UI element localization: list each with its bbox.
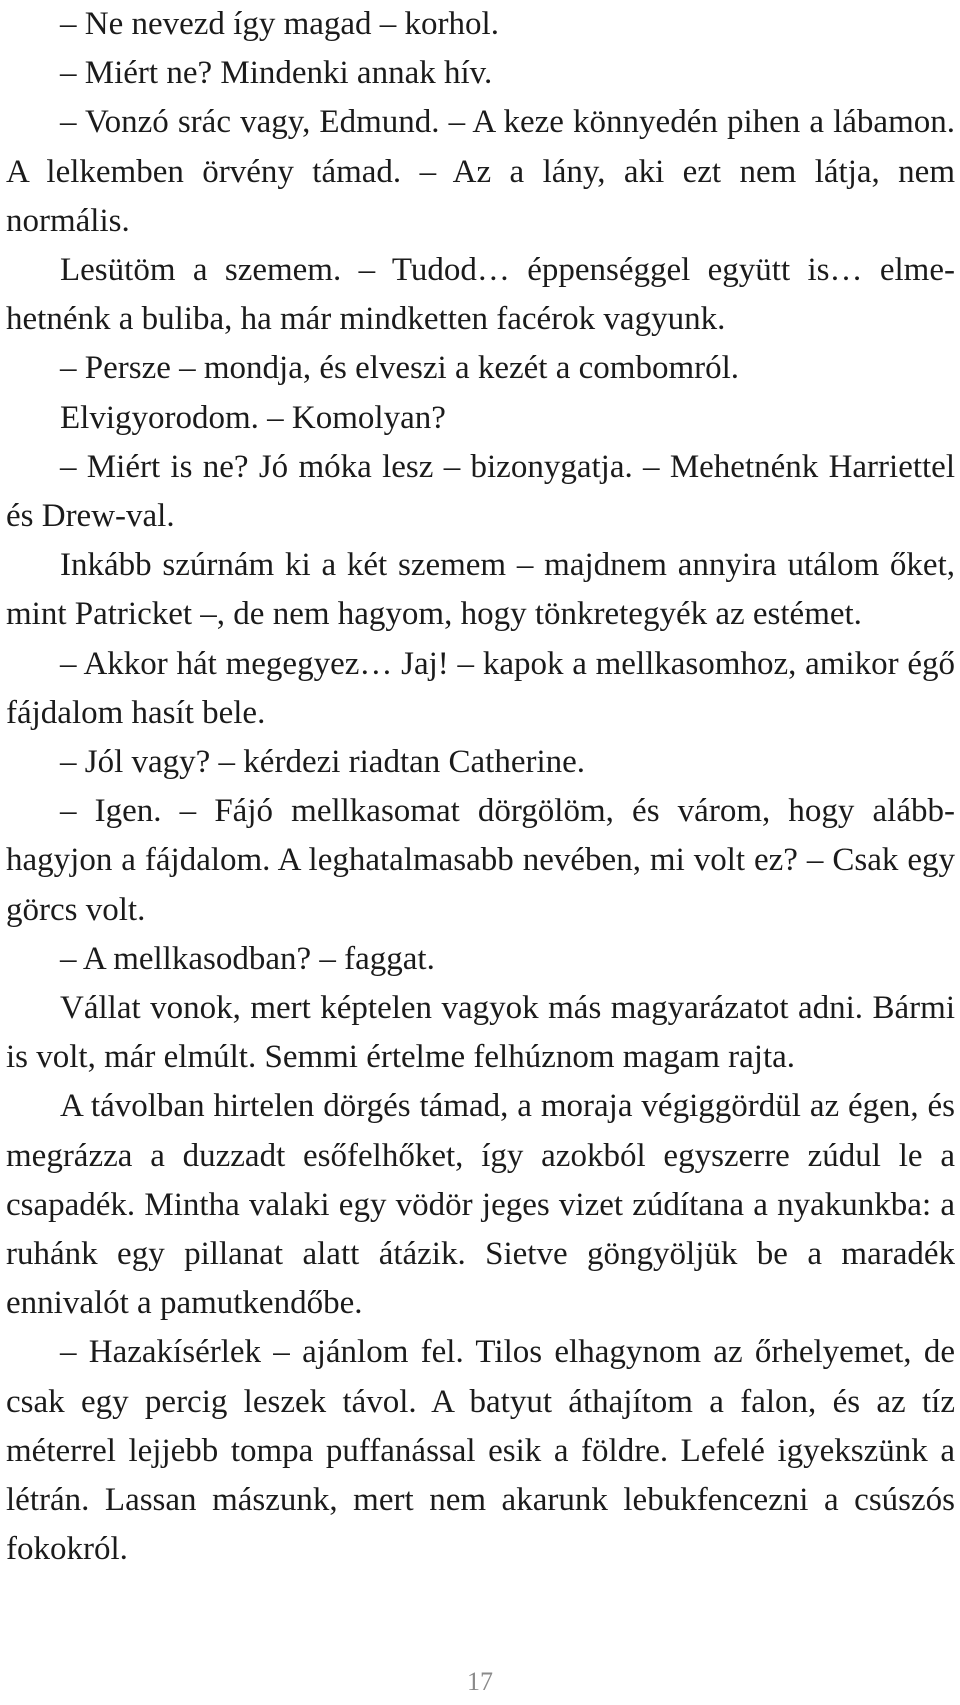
paragraph-7: – Miért is ne? Jó móka lesz – bizonygatja. – Mehetnénk Harriettel és Drew-val. [6, 448, 955, 535]
body-text [6, 0, 955, 1575]
page-number: 17 [467, 1667, 493, 1696]
paragraph-6: Elvigyorodom. – Komolyan? [60, 399, 446, 436]
paragraph-11: – Igen. – Fájó mellkasomat dörgölöm, és várom, hogy alábbhagyjon a fájdalom. A leghatalmasabb nevében, mi volt ez? – Csak egy görcs volt. [6, 793, 955, 928]
paragraph-9: – Akkor hát megegyez… Jaj! – kapok a mellkasomhoz, amikor égő fájdalom hasít bele. [6, 645, 955, 731]
paragraph-4: Lesütöm a szemem. – Tudod… éppenséggel együtt is… elmehetnénk a buliba, ha már mindketten facérok vagyunk. [6, 252, 955, 338]
paragraph-1: – Ne nevezd így magad – korhol. [60, 6, 499, 42]
paragraph-14: A távolban hirtelen dörgés támad, a moraja végiggördül az égen, és megrázza a duzzadt esőfelhőket, így azokból egyszerre zúdul le a csapadék. Mintha valaki egy vödör jeges vizet zúdítana a nyakunkba: a ruhánk egy pillanat alatt átázik. Sietve göngyöljük be a maradék ennivalót a pamutkendőbe. [6, 1088, 955, 1322]
paragraph-10: – Jól vagy? – kérdezi riadtan Catherine. [60, 744, 586, 781]
paragraph-13: Vállat vonok, mert képtelen vagyok más magyarázatot adni. Bármi is volt, már elmúlt. Semmi értelme felhúznom magam rajta. [6, 990, 955, 1076]
paragraph-3: – Vonzó srác vagy, Edmund. – A keze könnyedén pihen a lábamon. A lelkemben örvény támad. – Az a lány, aki ezt nem látja, nem normális. [6, 104, 955, 239]
paragraph-15: – Hazakísérlek – ajánlom fel. Tilos elhagynom az őrhelyemet, de csak egy percig leszek távol. A batyut áthajítom a falon, és az tíz méterrel lejjebb tompa puffanással esik a földre. Lefelé igyekszünk a létrán. Lassan mászunk, mert nem akarunk lebukfencezni a csúszós fokokról. [6, 1334, 955, 1568]
paragraph-12: – A mellkasodban? – faggat. [60, 940, 435, 977]
paragraph-2: – Miért ne? Mindenki annak hív. [60, 55, 493, 92]
paragraph-5: – Persze – mondja, és elveszi a kezét a combomról. [60, 350, 740, 387]
paragraph-8: Inkább szúrnám ki a két szemem – majdnem annyira utálom őket, mint Patricket –, de nem hagyom, hogy tönkretegyék az estémet. [6, 547, 955, 633]
